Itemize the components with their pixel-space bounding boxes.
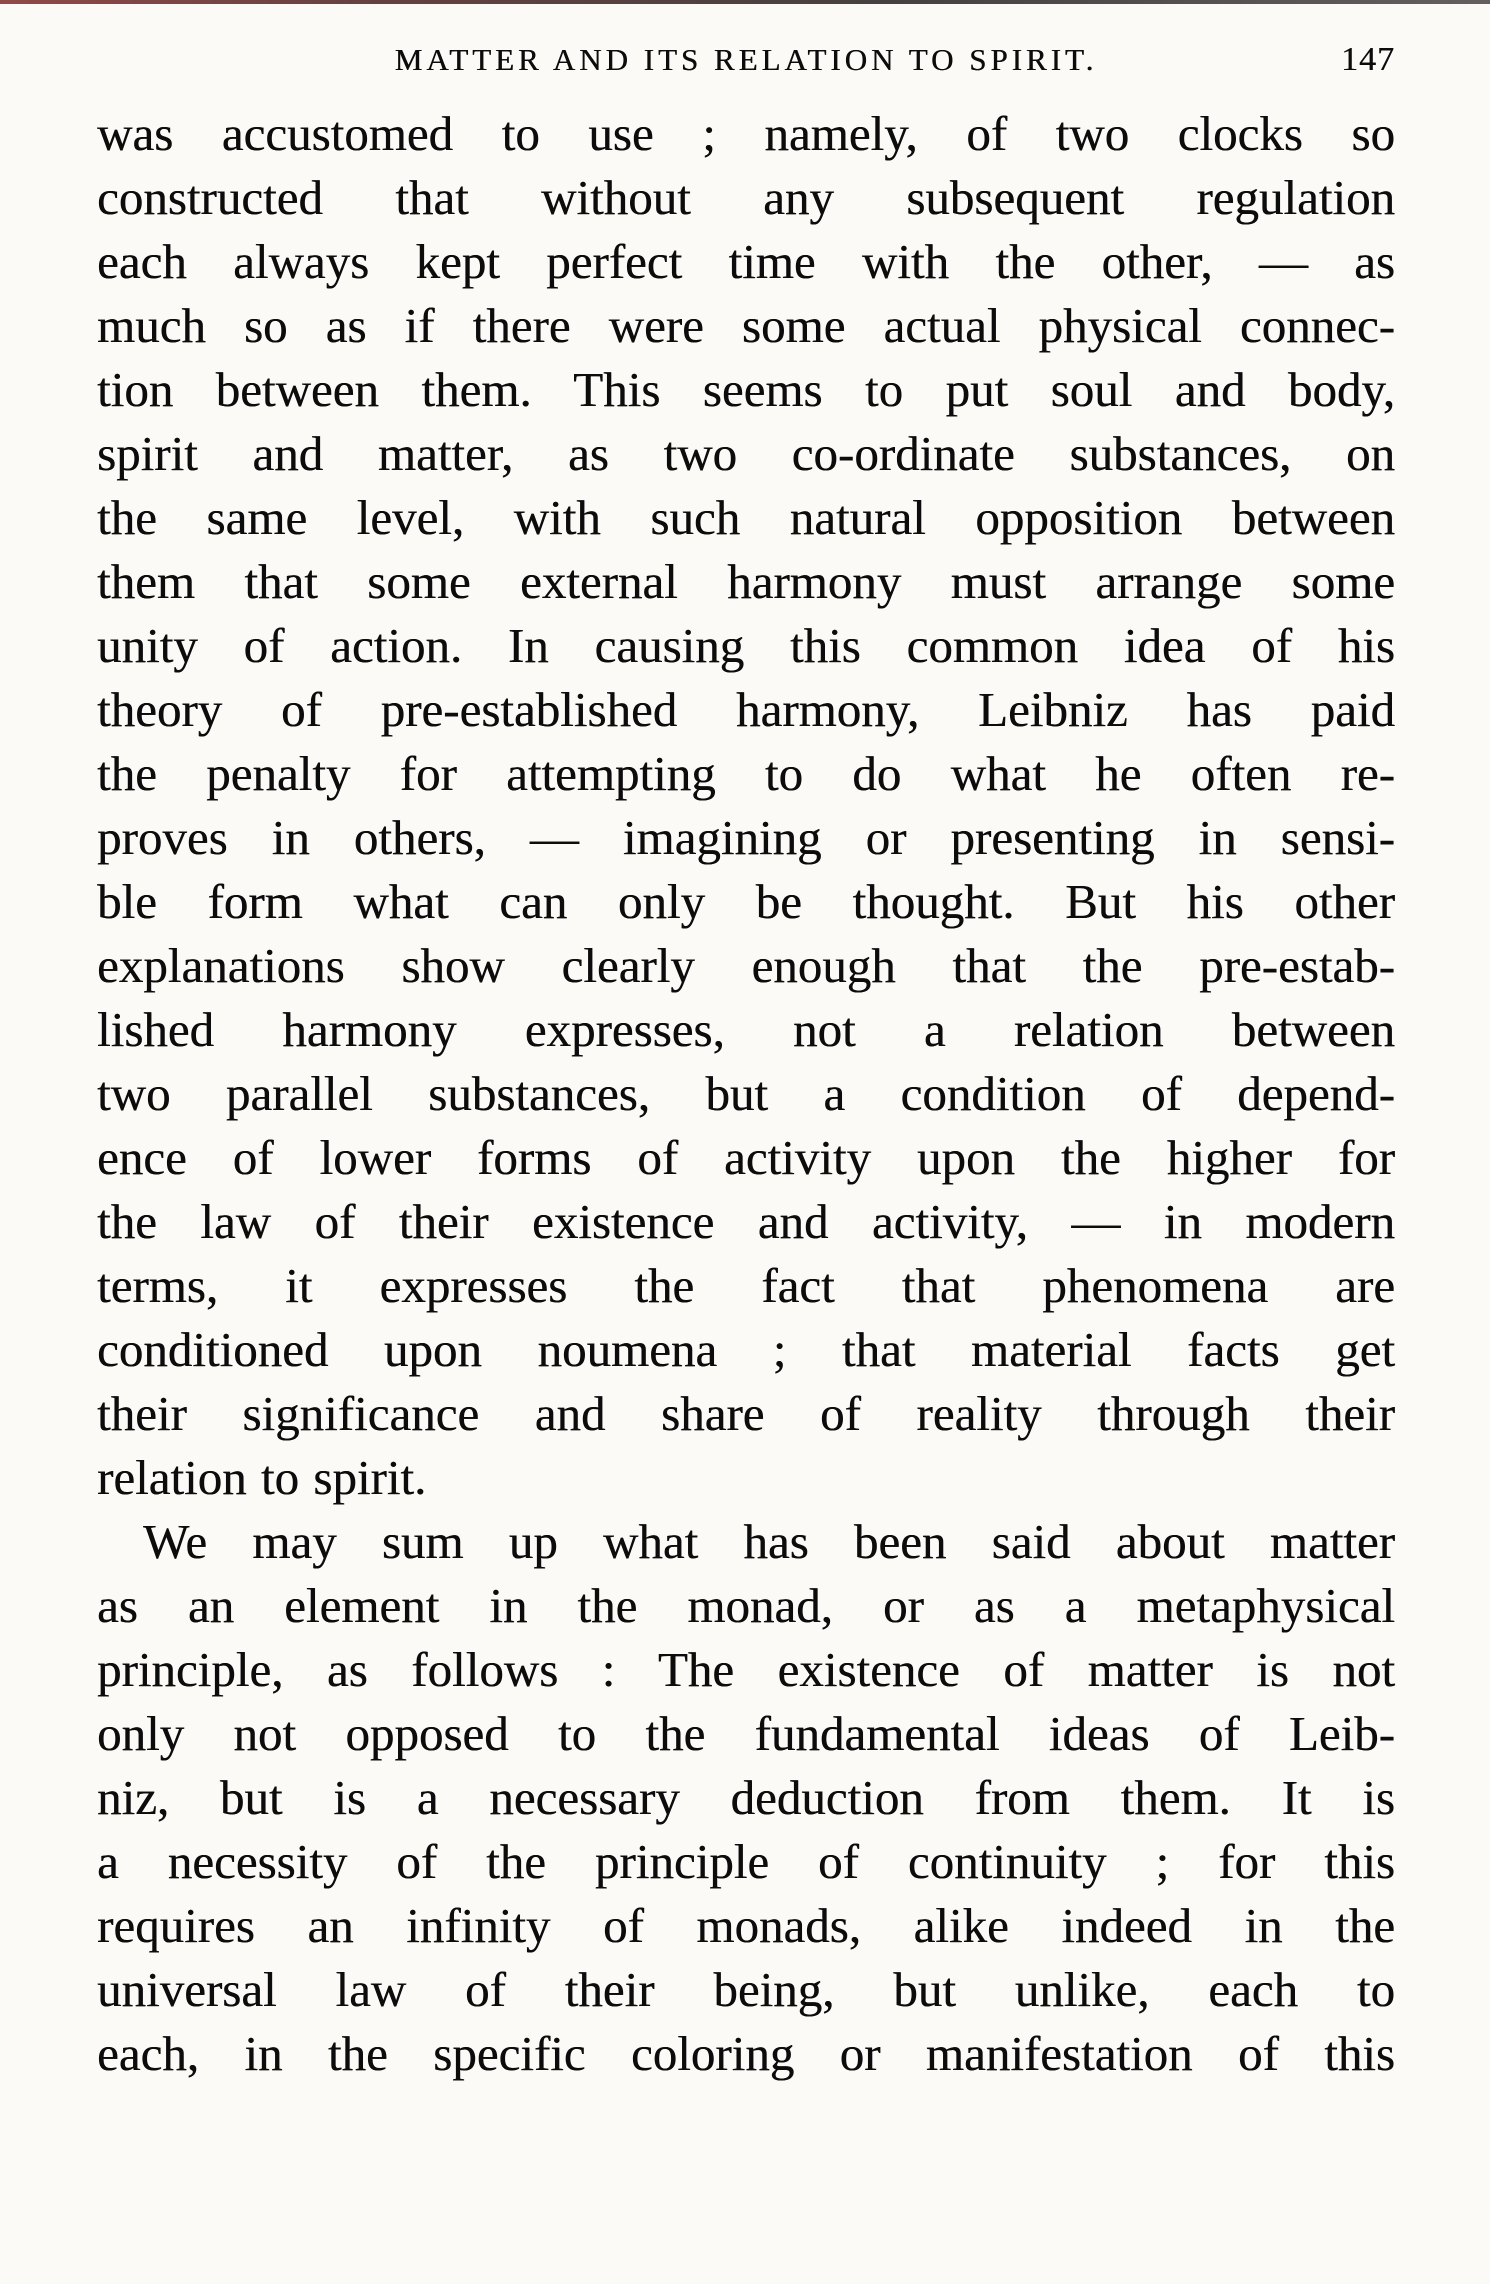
- text-line: was accustomed to use ; namely, of two clocks so: [97, 106, 1395, 161]
- text-line: them that some external harmony must arrange some: [97, 554, 1395, 609]
- page-header-title: MATTER AND ITS RELATION TO SPIRIT.: [394, 42, 1098, 77]
- text-line: relation to spirit.: [97, 1450, 427, 1505]
- text-line: spirit and matter, as two co-ordinate substances, on: [97, 426, 1395, 481]
- text-line: tion between them. This seems to put soul and body,: [97, 362, 1395, 417]
- text-line: terms, it expresses the fact that phenomena are: [97, 1258, 1395, 1313]
- text-line: principle, as follows : The existence of matter is not: [97, 1642, 1395, 1697]
- text-line: lished harmony expresses, not a relation between: [97, 1002, 1395, 1057]
- text-line: each, in the specific coloring or manifestation of this: [97, 2026, 1395, 2081]
- text-line: their significance and share of reality through their: [97, 1386, 1395, 1441]
- text-line: the law of their existence and activity, — in modern: [97, 1194, 1395, 1249]
- text-line: ble form what can only be thought. But his other: [97, 874, 1395, 929]
- text-line: proves in others, — imagining or presenting in sensi-: [97, 810, 1395, 865]
- text-line: constructed that without any subsequent regulation: [97, 170, 1395, 225]
- text-line: We may sum up what has been said about matter: [143, 1514, 1395, 1569]
- text-line: a necessity of the principle of continuity ; for this: [97, 1834, 1395, 1889]
- text-line: conditioned upon noumena ; that material facts get: [97, 1322, 1395, 1377]
- paragraph: [97, 1510, 1395, 2086]
- paragraph: [97, 102, 1395, 1510]
- running-head: [97, 40, 1395, 80]
- text-line: much so as if there were some actual physical connec-: [97, 298, 1395, 353]
- text-line: niz, but is a necessary deduction from them. It is: [97, 1770, 1395, 1825]
- text-line: two parallel substances, but a condition of depend-: [97, 1066, 1395, 1121]
- text-line: each always kept perfect time with the other, — as: [97, 234, 1395, 289]
- scan-edge-artifact: [0, 0, 1490, 4]
- text-line: unity of action. In causing this common idea of his: [97, 618, 1395, 673]
- text-block: [97, 102, 1395, 2086]
- text-line: requires an infinity of monads, alike indeed in the: [97, 1898, 1395, 1953]
- text-line: ence of lower forms of activity upon the higher for: [97, 1130, 1395, 1185]
- text-line: explanations show clearly enough that the pre-estab-: [97, 938, 1395, 993]
- text-line: the same level, with such natural opposition between: [97, 490, 1395, 545]
- text-line: only not opposed to the fundamental ideas of Leib-: [97, 1706, 1395, 1761]
- text-line: as an element in the monad, or as a metaphysical: [97, 1578, 1395, 1633]
- text-line: universal law of their being, but unlike, each to: [97, 1962, 1395, 2017]
- text-line: theory of pre-established harmony, Leibniz has paid: [97, 682, 1395, 737]
- text-line: the penalty for attempting to do what he often re-: [97, 746, 1395, 801]
- page-number: 147: [1341, 41, 1395, 78]
